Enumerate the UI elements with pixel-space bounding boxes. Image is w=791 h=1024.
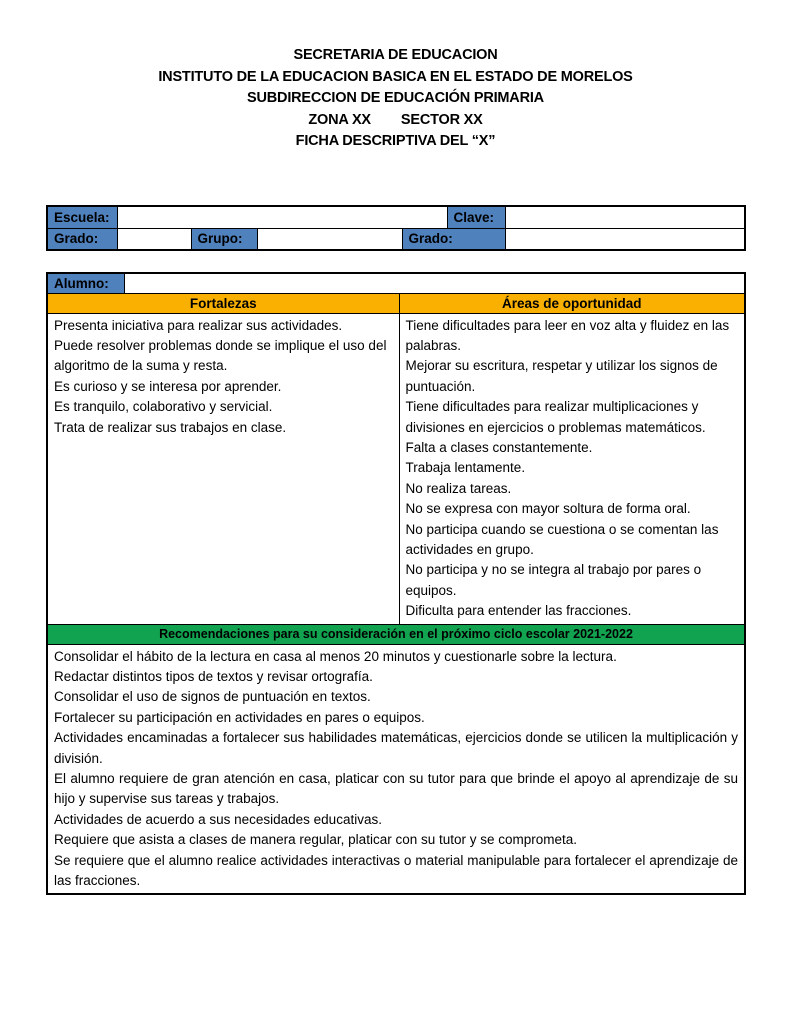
list-item: Es tranquilo, colaborativo y servicial. <box>54 399 273 415</box>
student-description-table <box>46 272 746 895</box>
list-item: No se expresa con mayor soltura de forma oral. <box>405 501 691 517</box>
list-item: Es curioso y se interesa por aprender. <box>54 378 282 394</box>
grupo-field[interactable] <box>257 228 402 250</box>
oportunidades-list <box>399 313 745 624</box>
list-item: Consolidar el hábito de la lectura en casa al menos 20 minutos y cuestionarle sobre la lectura. <box>54 648 617 664</box>
list-item: Tiene dificultades para leer en voz alta y fluidez en las palabras. <box>405 317 730 353</box>
list-item: Puede resolver problemas donde se implique el uso del algoritmo de la suma y resta. <box>54 337 387 374</box>
document-header <box>0 45 791 153</box>
list-item: No participa cuando se cuestiona o se comentan las actividades en grupo. <box>405 521 719 557</box>
alumno-field[interactable] <box>124 273 745 293</box>
list-item: Trabaja lentamente. <box>405 460 526 476</box>
list-item: No participa y no se integra al trabajo por pares o equipos. <box>405 562 702 598</box>
list-item: Trata de realizar sus trabajos en clase. <box>54 419 287 435</box>
oportunidad-header: Áreas de oportunidad <box>399 293 745 313</box>
grado-label: Grado: <box>47 228 117 250</box>
grado-field-2[interactable] <box>505 228 745 250</box>
list-item: Requiere que asista a clases de manera regular, platicar con su tutor y se comprometa. <box>54 832 578 848</box>
header-line-ficha: FICHA DESCRIPTIVA DEL “X” <box>295 133 496 149</box>
list-item: Dificulta para entender las fracciones. <box>405 603 632 619</box>
escuela-label: Escuela: <box>47 206 117 228</box>
list-item: Fortalecer su participación en actividades en pares o equipos. <box>54 709 425 725</box>
list-item: El alumno requiere de gran atención en casa, platicar con su tutor para que brinde el apoyo al aprendizaje de su hijo y supervise sus tareas y trabajos. <box>54 771 738 807</box>
list-item: Tiene dificultades para realizar multiplicaciones y divisiones en ejercicios o problemas matemáticos. <box>405 399 706 435</box>
header-line-zona-sector <box>0 110 791 132</box>
list-item: Se requiere que el alumno realice actividades interactivas o material manipulable para fortalecer el aprendizaje de las fracciones. <box>54 852 738 889</box>
grupo-label: Grupo: <box>191 228 257 250</box>
list-item: Redactar distintos tipos de textos y revisar ortografía. <box>54 669 373 684</box>
escuela-field[interactable] <box>117 206 447 228</box>
list-item: No realiza tareas. <box>405 480 512 496</box>
list-item: Presenta iniciativa para realizar sus actividades. <box>54 317 343 333</box>
list-item: Falta a clases constantemente. <box>405 439 593 455</box>
fortalezas-header: Fortalezas <box>47 293 399 313</box>
sector-label: SECTOR XX <box>400 111 483 128</box>
recomendaciones-list <box>47 644 745 894</box>
list-item: Mejorar su escritura, respetar y utilizar los signos de puntuación. <box>405 358 718 394</box>
recomendaciones-header: Recomendaciones para su consideración en el próximo ciclo escolar 2021-2022 <box>47 624 745 644</box>
list-item: Consolidar el uso de signos de puntuación en textos. <box>54 689 371 705</box>
list-item: Actividades encaminadas a fortalecer sus habilidades matemáticas, ejercicios donde se utilicen la multiplicación y división. <box>54 730 738 766</box>
zona-label: ZONA XX <box>308 111 371 128</box>
clave-field[interactable] <box>505 206 745 228</box>
header-line-instituto: INSTITUTO DE LA EDUCACION BASICA EN EL ESTADO DE MORELOS <box>158 68 633 85</box>
header-line-subdireccion: SUBDIRECCION DE EDUCACIÓN PRIMARIA <box>247 90 544 106</box>
list-item: Actividades de acuerdo a sus necesidades educativas. <box>54 811 382 827</box>
alumno-label: Alumno: <box>47 273 124 293</box>
grado-field[interactable] <box>117 228 191 250</box>
grado-label-2: Grado: <box>402 228 505 250</box>
fortalezas-list <box>47 313 399 624</box>
header-line-secretaria: SECRETARIA DE EDUCACION <box>293 47 498 63</box>
school-info-table <box>46 205 746 251</box>
clave-label: Clave: <box>447 206 505 228</box>
